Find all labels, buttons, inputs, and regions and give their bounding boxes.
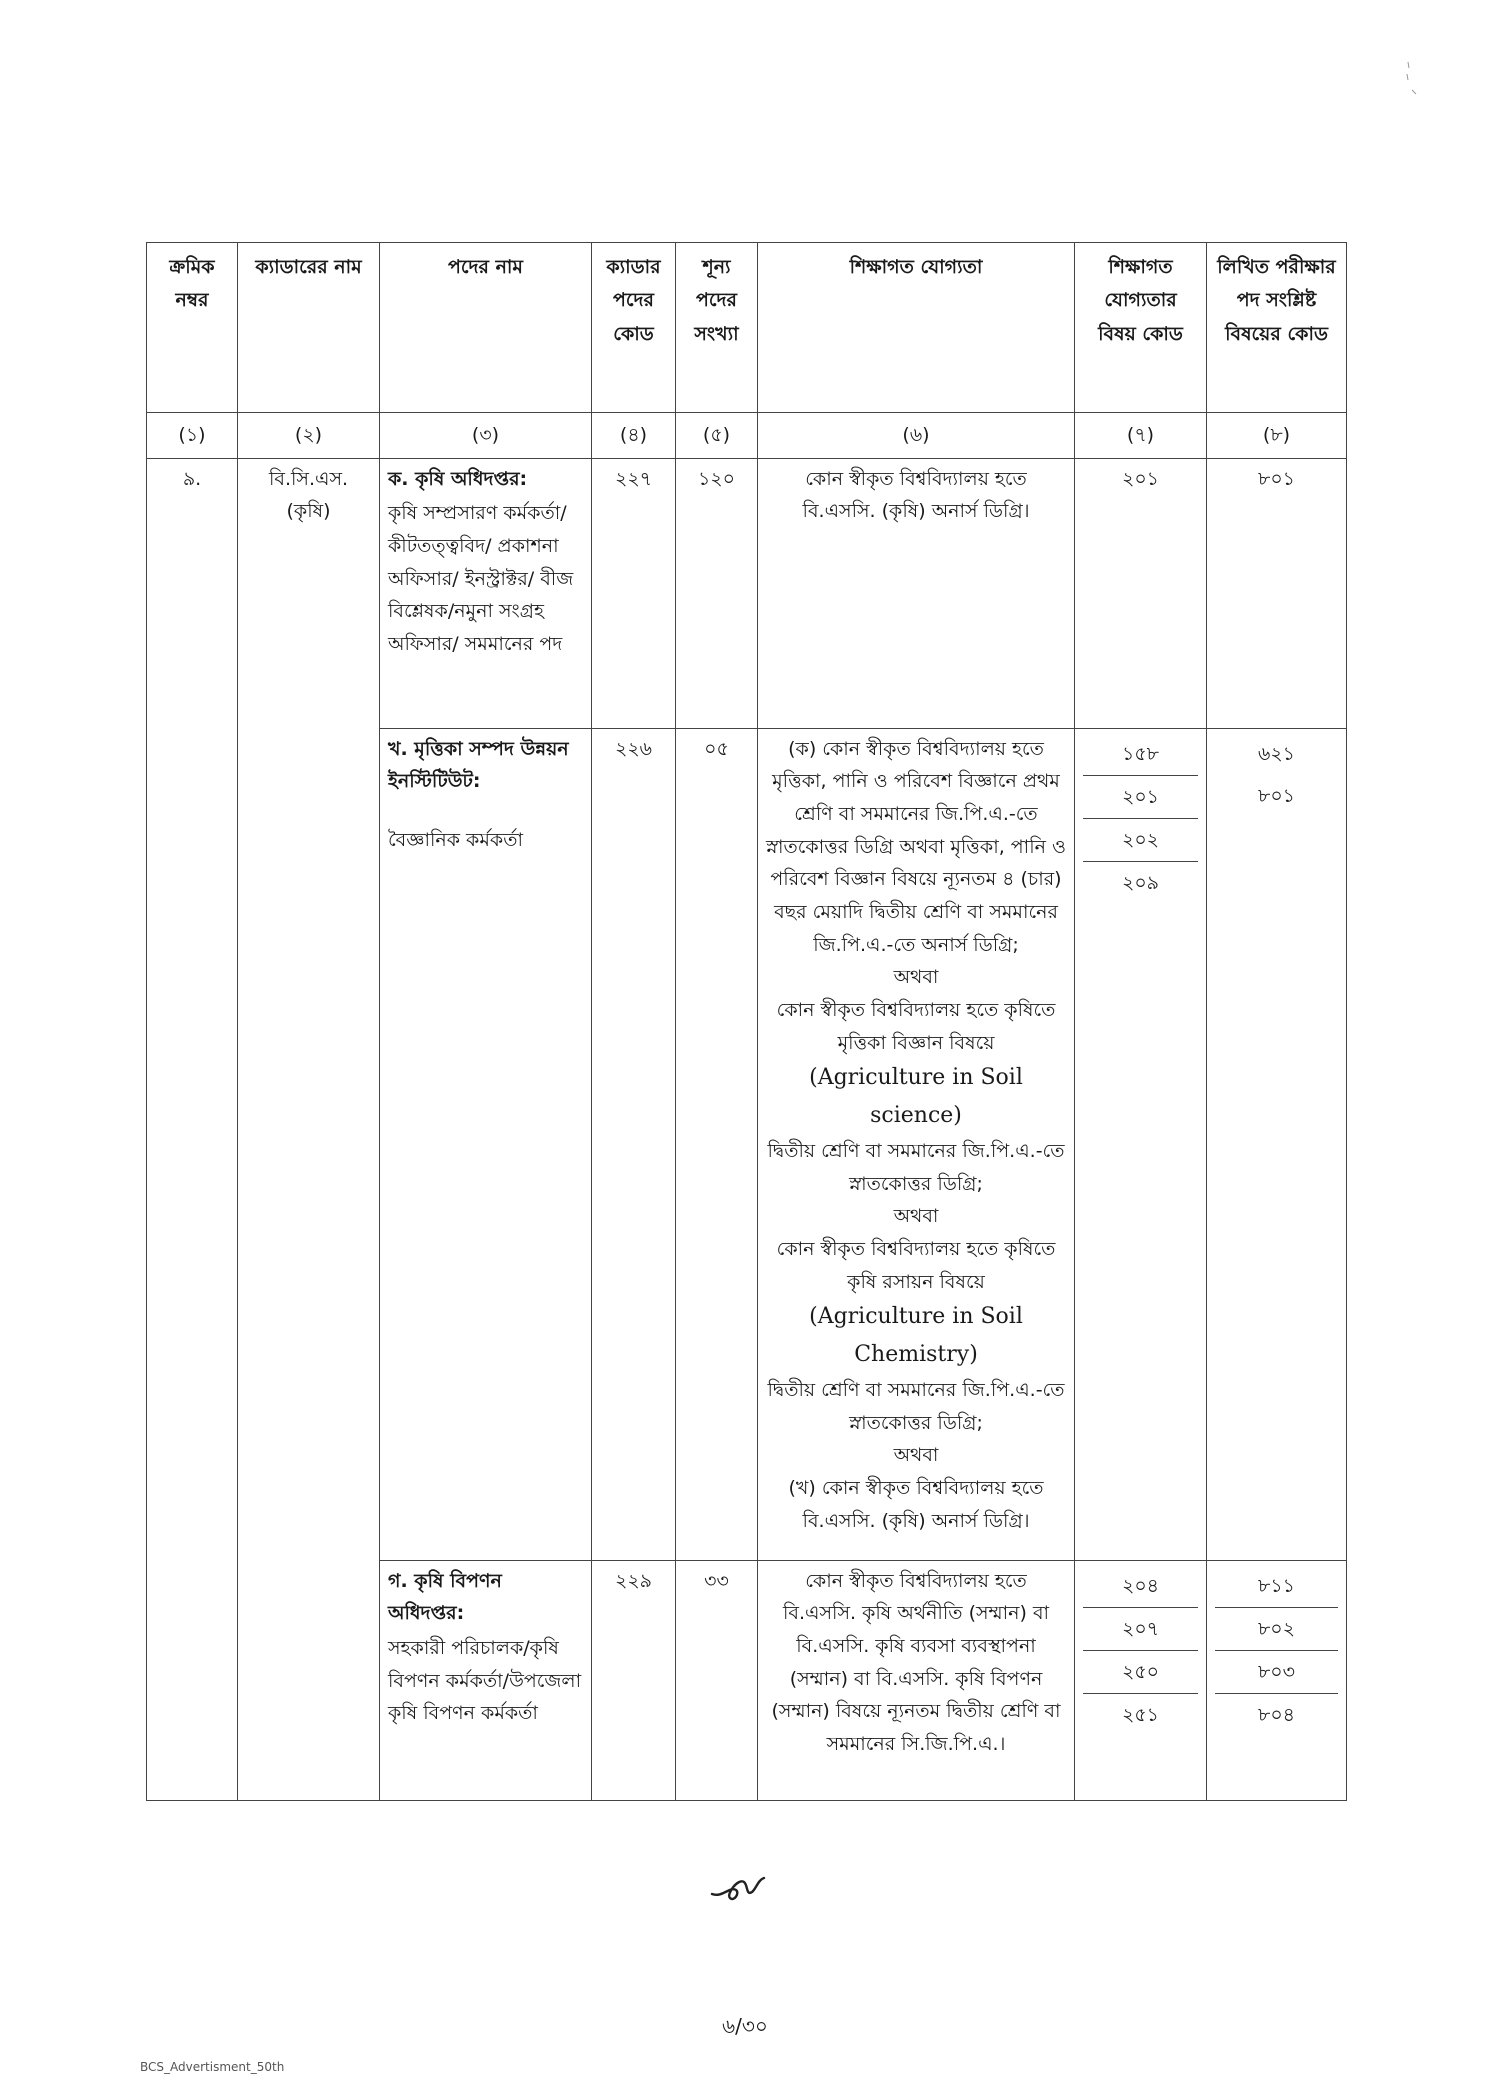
column-number-row [147, 413, 1347, 459]
subject-codes-cell [1075, 1560, 1207, 1800]
cadre-code: ২২৯ [592, 1560, 676, 1800]
scan-artifact-mark [1400, 60, 1418, 100]
subject-code: ২৫১ [1121, 1703, 1159, 1726]
department-title: খ. মৃত্তিকা সম্পদ উন্নয়ন ইনস্টিটিউট: [388, 737, 569, 793]
footer-filename: BCS_Advertisment_50th [140, 2060, 285, 2074]
post-name-cell [380, 1560, 592, 1800]
cadre-code: ২২৭ [592, 458, 676, 728]
written-codes-cell [1207, 1560, 1347, 1800]
vacancy-count: ৩৩ [676, 1560, 758, 1800]
column-number: (৫) [676, 413, 758, 459]
header-serial: ক্রমিক নম্বর [147, 243, 238, 413]
subject-english: (Agriculture in Soil science) [809, 1065, 1023, 1129]
header-vacancies: শূন্য পদের সংখ্যা [676, 243, 758, 413]
written-code: ৮০১ [1257, 784, 1295, 807]
serial-number: ৯. [147, 458, 238, 1800]
qualification: কোন স্বীকৃত বিশ্ববিদ্যালয় হতে বি.এসসি. কৃষি অর্থনীতি (সম্মান) বা বি.এসসি. কৃষি ব্যবসা ব্যবস্থাপনা (সম্মান) বা বি.এসসি. কৃষি বিপণন (সম্মান) বিষয়ে ন্যূনতম দ্বিতীয় শ্রেণি বা সমমানের সি.জি.পি.এ.। [758, 1560, 1075, 1800]
signature-mark [708, 1868, 768, 1908]
subject-code: ২০১ [1083, 776, 1198, 819]
column-number: (৬) [758, 413, 1075, 459]
header-subject-code: শিক্ষাগত যোগ্যতার বিষয় কোড [1075, 243, 1207, 413]
or-separator: অথবা [893, 1205, 939, 1228]
cadre-name: বি.সি.এস. (কৃষি) [238, 458, 380, 1800]
subject-code: ২০৪ [1083, 1565, 1198, 1608]
header-written-code: লিখিত পরীক্ষার পদ সংশ্লিষ্ট বিষয়ের কোড [1207, 243, 1347, 413]
or-separator: অথবা [893, 966, 939, 989]
qualification-text: দ্বিতীয় শ্রেণি বা সমমানের জি.পি.এ.-তে স্নাতকোত্তর ডিগ্রি; [767, 1379, 1065, 1434]
qualification-text: (খ) কোন স্বীকৃত বিশ্ববিদ্যালয় হতে বি.এসসি. (কৃষি) অনার্স ডিগ্রি। [788, 1477, 1044, 1532]
subject-code: ২৫০ [1083, 1651, 1198, 1694]
qualification-text: (ক) কোন স্বীকৃত বিশ্ববিদ্যালয় হতে মৃত্তিকা, পানি ও পরিবেশ বিজ্ঞানে প্রথম শ্রেণি বা সমমানের জি.পি.এ.-তে স্নাতকোত্তর ডিগ্রি অথবা মৃত্তিকা, পানি ও পরিবেশ বিজ্ঞান বিষয়ে ন্যূনতম ৪ (চার) বছর মেয়াদি দ্বিতীয় শ্রেণি বা সমমানের জি.পি.এ.-তে অনার্স ডিগ্রি; [766, 737, 1066, 956]
written-code: ৮০১ [1207, 458, 1347, 728]
subject-code: ২০১ [1075, 458, 1207, 728]
department-title: গ. কৃষি বিপণন অধিদপ্তর: [388, 1569, 502, 1625]
column-number: (৭) [1075, 413, 1207, 459]
column-number: (৮) [1207, 413, 1347, 459]
written-code: ৮০২ [1215, 1608, 1338, 1651]
table-row [147, 458, 1347, 728]
subject-code: ১৫৮ [1083, 733, 1198, 776]
column-number: (৩) [380, 413, 592, 459]
vacancy-count: ০৫ [676, 728, 758, 1560]
header-cadre-code: ক্যাডার পদের কোড [592, 243, 676, 413]
or-separator: অথবা [893, 1444, 939, 1467]
subject-code: ২০৭ [1083, 1608, 1198, 1651]
post-names: বৈজ্ঞানিক কর্মকর্তা [388, 829, 523, 852]
vacancy-count: ১২০ [676, 458, 758, 728]
column-number: (১) [147, 413, 238, 459]
header-qualification: শিক্ষাগত যোগ্যতা [758, 243, 1075, 413]
post-names: সহকারী পরিচালক/কৃষি বিপণন কর্মকর্তা/উপজেলা কৃষি বিপণন কর্মকর্তা [388, 1637, 582, 1725]
subject-codes-cell [1075, 728, 1207, 1560]
header-cadre-name: ক্যাডারের নাম [238, 243, 380, 413]
header-row [147, 243, 1347, 413]
post-names: কৃষি সম্প্রসারণ কর্মকর্তা/ কীটতত্ত্ববিদ/ প্রকাশনা অফিসার/ ইনস্ট্রাক্টর/ বীজ বিশ্লেষক/নমুনা সংগ্রহ অফিসার/ সমমানের পদ [388, 502, 574, 656]
header-post-name: পদের নাম [380, 243, 592, 413]
page-number: ৬/৩০ [722, 2014, 768, 2038]
written-code: ৮০৪ [1257, 1703, 1295, 1726]
column-number: (৪) [592, 413, 676, 459]
qualification: কোন স্বীকৃত বিশ্ববিদ্যালয় হতে বি.এসসি. (কৃষি) অনার্স ডিগ্রি। [758, 458, 1075, 728]
written-codes-cell [1207, 728, 1347, 1560]
written-code: ৬২১ [1257, 742, 1296, 765]
subject-code: ২০৯ [1121, 871, 1160, 894]
qualification-text: কোন স্বীকৃত বিশ্ববিদ্যালয় হতে কৃষিতে মৃত্তিকা বিজ্ঞান বিষয়ে [776, 999, 1056, 1054]
written-code: ৮০৩ [1215, 1651, 1338, 1694]
qualification-text: দ্বিতীয় শ্রেণি বা সমমানের জি.পি.এ.-তে স্নাতকোত্তর ডিগ্রি; [767, 1140, 1065, 1195]
department-title: ক. কৃষি অধিদপ্তর: [388, 467, 528, 490]
cadre-code: ২২৬ [592, 728, 676, 1560]
recruitment-table [146, 242, 1347, 1801]
subject-code: ২০২ [1083, 819, 1198, 862]
qualification-text: কোন স্বীকৃত বিশ্ববিদ্যালয় হতে কৃষিতে কৃষি রসায়ন বিষয়ে [776, 1238, 1056, 1293]
subject-english: (Agriculture in Soil Chemistry) [809, 1304, 1023, 1368]
qualification [758, 728, 1075, 1560]
post-name-cell [380, 458, 592, 728]
post-name-cell [380, 728, 592, 1560]
written-code: ৮১১ [1215, 1565, 1338, 1608]
column-number: (২) [238, 413, 380, 459]
